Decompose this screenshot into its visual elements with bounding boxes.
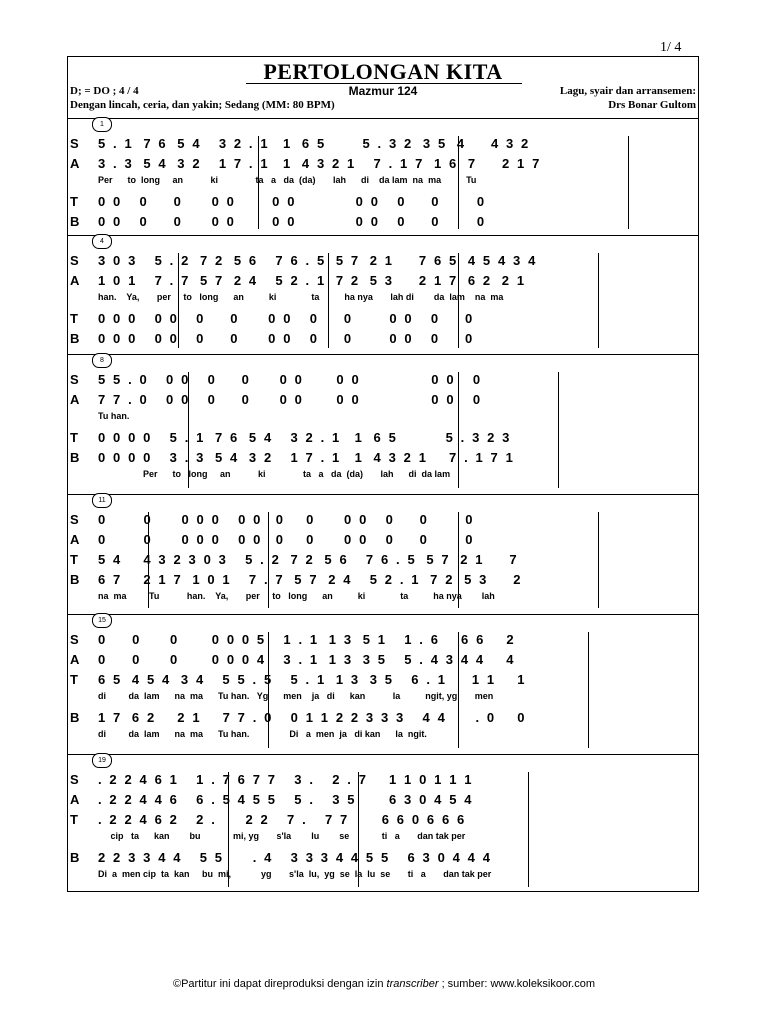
voice-label: S bbox=[70, 253, 79, 268]
bar-line bbox=[628, 136, 629, 229]
measure-number: 19 bbox=[92, 753, 112, 768]
notes-row: 5 4 4 3 2 3 0 3 5 . 2 7 2 5 6 7 6 . 5 5 7 2 1 7 bbox=[98, 552, 517, 567]
score-system bbox=[68, 118, 698, 236]
score-system bbox=[68, 754, 698, 894]
notes-row: 2 2 3 3 4 4 5 5 . 4 3 3 3 4 4 5 5 6 3 0 4 4 4 bbox=[98, 850, 491, 865]
lyric-row: han. Ya, per to long an ki ta ha nya lah di da lam na ma bbox=[98, 292, 504, 302]
bar-line bbox=[268, 632, 269, 748]
lyric-row: na ma Tu han. Ya, per to long an ki ta ha nya lah bbox=[98, 591, 495, 601]
notes-row: 0 0 0 0 0 0 4 3 . 1 1 3 3 5 5 . 4 3 4 4 4 bbox=[98, 652, 514, 667]
voice-label: T bbox=[70, 430, 78, 445]
voice-label: B bbox=[70, 450, 80, 465]
notes-row: 0 0 0 0 3 . 3 5 4 3 2 1 7 . 1 1 4 3 2 1 7 . 1 7 1 bbox=[98, 450, 514, 465]
voice-label: A bbox=[70, 156, 80, 171]
bar-line bbox=[358, 772, 359, 887]
score-sheet bbox=[67, 56, 699, 892]
notes-row: 0 0 0 0 0 0 5 1 . 1 1 3 5 1 1 . 6 6 6 2 bbox=[98, 632, 514, 647]
bar-line bbox=[148, 512, 149, 608]
voice-label: B bbox=[70, 572, 80, 587]
notes-row: 7 7 . 0 0 0 0 0 0 0 0 0 0 0 0 bbox=[98, 392, 481, 407]
notes-row: 1 7 6 2 2 1 7 7 . 0 0 1 1 2 2 3 3 3 4 4 . 0 0 bbox=[98, 710, 525, 725]
bar-line bbox=[458, 372, 459, 488]
voice-label: T bbox=[70, 812, 78, 827]
song-subtitle: Mazmur 124 bbox=[348, 84, 418, 98]
voice-label: T bbox=[70, 311, 78, 326]
bar-line bbox=[458, 253, 459, 348]
voice-label: T bbox=[70, 672, 78, 687]
credit-label: Lagu, syair dan arransemen: bbox=[559, 85, 696, 97]
notes-row: . 2 2 4 6 2 2 . 2 2 7 . 7 7 6 6 0 6 6 6 bbox=[98, 812, 465, 827]
bar-line bbox=[188, 372, 189, 488]
lyric-row: di da lam na ma Tu han. Yg men ja di kan la ngit, yg men bbox=[98, 691, 494, 701]
tempo-marking: Dengan lincah, ceria, dan yakin; Sedang (MM: 80 BPM) bbox=[70, 99, 335, 111]
notes-row: 0 0 0 0 0 0 0 0 0 0 0 0 0 0 0 bbox=[98, 331, 473, 346]
voice-label: S bbox=[70, 372, 79, 387]
footer-prefix: ©Partitur ini dapat direproduksi dengan izin bbox=[172, 978, 387, 990]
bar-line bbox=[598, 253, 599, 348]
bar-line bbox=[458, 512, 459, 608]
score-system bbox=[68, 614, 698, 755]
voice-label: A bbox=[70, 273, 80, 288]
footer-italic: transcriber bbox=[386, 978, 439, 990]
page-number: 1/ 4 bbox=[660, 40, 682, 55]
voice-label: T bbox=[70, 552, 78, 567]
composer: Drs Bonar Gultom bbox=[608, 99, 696, 111]
voice-label: T bbox=[70, 194, 78, 209]
notes-row: . 2 2 4 6 1 1 . 7 6 7 7 3 . 2 . 7 1 1 0 1 1 1 bbox=[98, 772, 472, 787]
notes-row: 0 0 0 0 0 0 0 0 0 0 0 0 0 0 0 bbox=[98, 311, 473, 326]
voice-label: B bbox=[70, 710, 80, 725]
key-meter: D; = DO ; 4 / 4 bbox=[70, 85, 139, 97]
score-system bbox=[68, 354, 698, 495]
footer-suffix: ; sumber: www.koleksikoor.com bbox=[438, 978, 596, 990]
measure-number: 15 bbox=[92, 613, 112, 628]
lyric-row: Di a men cip ta kan bu mi, yg s'la lu, yg se la lu se ti a dan tak per bbox=[98, 869, 492, 879]
footer-note bbox=[0, 978, 768, 990]
notes-row: 1 0 1 7 . 7 5 7 2 4 5 2 . 1 7 2 5 3 2 1 7 6 2 2 1 bbox=[98, 273, 525, 288]
notes-row: 5 5 . 0 0 0 0 0 0 0 0 0 0 0 0 bbox=[98, 372, 481, 387]
notes-row: 3 . 3 5 4 3 2 1 7 . 1 1 4 3 2 1 7 . 1 7 1 6 7 2 1 7 bbox=[98, 156, 540, 171]
bar-line bbox=[458, 136, 459, 229]
bar-line bbox=[528, 772, 529, 887]
bar-line bbox=[598, 512, 599, 608]
song-title: PERTOLONGAN KITA bbox=[263, 59, 503, 84]
measure-number: 4 bbox=[92, 234, 112, 249]
measure-number: 11 bbox=[92, 493, 112, 508]
bar-line bbox=[228, 772, 229, 887]
voice-label: S bbox=[70, 772, 79, 787]
bar-line bbox=[558, 372, 559, 488]
bar-line bbox=[268, 512, 269, 608]
voice-label: B bbox=[70, 331, 80, 346]
voice-label: S bbox=[70, 632, 79, 647]
notes-row: 0 0 0 0 0 0 0 0 0 0 0 0 0 0 bbox=[98, 512, 473, 527]
voice-label: A bbox=[70, 392, 80, 407]
notes-row: . 2 2 4 4 6 6 . 5 4 5 5 5 . 3 5 6 3 0 4 5 4 bbox=[98, 792, 472, 807]
notes-row: 0 0 0 0 0 0 0 0 0 0 0 0 0 0 bbox=[98, 532, 473, 547]
notes-row: 0 0 0 0 5 . 1 7 6 5 4 3 2 . 1 1 6 5 5 . 3 2 3 bbox=[98, 430, 510, 445]
voice-label: A bbox=[70, 532, 80, 547]
bar-line bbox=[588, 632, 589, 748]
bar-line bbox=[458, 632, 459, 748]
voice-label: B bbox=[70, 214, 80, 229]
notes-row: 6 5 4 5 4 3 4 5 5 . 5 5 . 1 1 3 3 5 6 . 1 1 1 1 bbox=[98, 672, 525, 687]
notes-row: 6 7 2 1 7 1 0 1 7 . 7 5 7 2 4 5 2 . 1 7 2 5 3 2 bbox=[98, 572, 521, 587]
notes-row: 0 0 0 0 0 0 0 0 0 0 0 0 0 bbox=[98, 214, 485, 229]
lyric-row: Tu han. bbox=[98, 411, 130, 421]
voice-label: S bbox=[70, 512, 79, 527]
voice-label: A bbox=[70, 652, 80, 667]
voice-label: A bbox=[70, 792, 80, 807]
lyric-row: Per to long an ki ta a da (da) lah di da lam bbox=[98, 469, 451, 479]
score-system bbox=[68, 494, 698, 615]
voice-label: B bbox=[70, 850, 80, 865]
lyric-row: cip ta kan bu mi, yg s'la lu se ti a dan tak per bbox=[98, 831, 466, 841]
voice-label: S bbox=[70, 136, 79, 151]
notes-row: 5 . 1 7 6 5 4 3 2 . 1 1 6 5 5 . 3 2 3 5 4 4 3 2 bbox=[98, 136, 529, 151]
bar-line bbox=[178, 253, 179, 348]
notes-row: 3 0 3 5 . 2 7 2 5 6 7 6 . 5 5 7 2 1 7 6 5 4 5 4 3 4 bbox=[98, 253, 536, 268]
bar-line bbox=[258, 136, 259, 229]
notes-row: 0 0 0 0 0 0 0 0 0 0 0 0 0 bbox=[98, 194, 485, 209]
measure-number: 8 bbox=[92, 353, 112, 368]
measure-number: 1 bbox=[92, 117, 112, 132]
score-system bbox=[68, 235, 698, 355]
bar-line bbox=[328, 253, 329, 348]
lyric-row: Per to long an ki ta a da (da) lah di da lam na ma Tu bbox=[98, 175, 477, 185]
lyric-row: di da lam na ma Tu han. Di a men ja di kan la ngit. bbox=[98, 729, 427, 739]
